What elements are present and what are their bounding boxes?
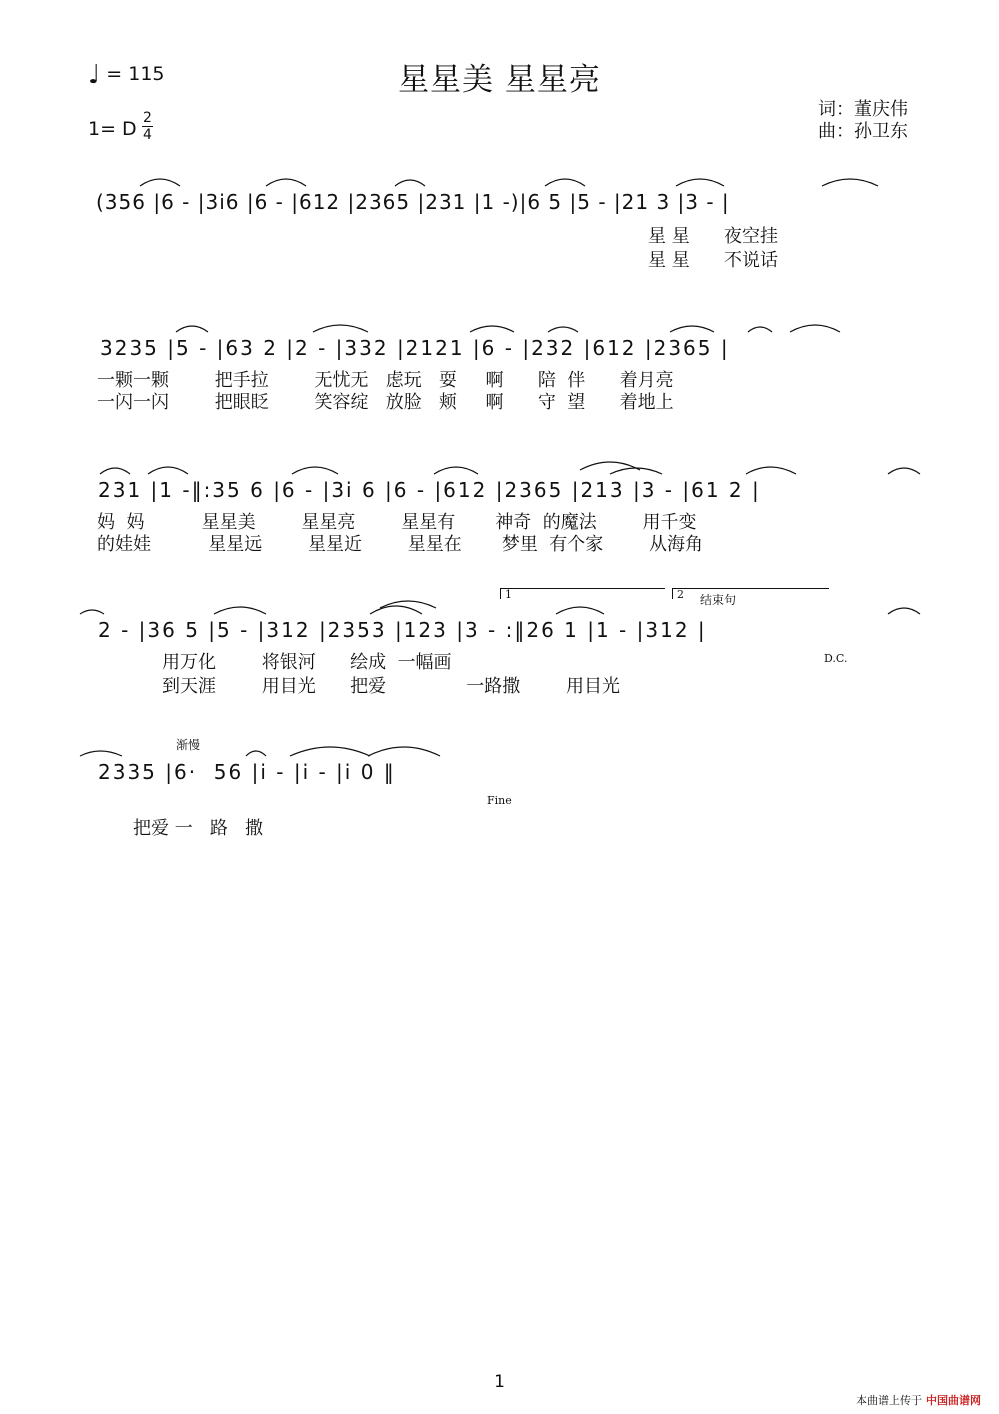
volta-bracket-2 (672, 588, 829, 599)
row-notes: (356 |6 - |3i6 |6 - |612 |2365 |231 |1 -)|6 5 |5 - |21 3 |3 - | (96, 190, 730, 214)
row-lyrics-verse-1: 一颗一颗 把手拉 无忧无 虑玩 耍 啊 陪 伴 着月亮 (97, 370, 674, 391)
ritardando-marking: 渐慢 (176, 738, 201, 752)
composer: 曲：孙卫东 (818, 121, 908, 142)
time-signature-top: 2 (143, 110, 152, 126)
row-notes: 2335 |6· 56 |i - |i - |i 0 ‖ (98, 760, 396, 784)
lyricist: 词：董庆伟 (818, 99, 908, 120)
dc-marking: D.C. (824, 652, 848, 665)
row-lyrics-verse-2: 星 星 不说话 (648, 250, 779, 271)
footer-credit (856, 1392, 981, 1408)
page-number: 1 (494, 1372, 505, 1392)
row-lyrics-verse-1: 把爱 一 路 撒 (133, 818, 264, 839)
volta-1-label: 1 (505, 588, 512, 601)
volta-bracket-1 (500, 588, 665, 599)
quarter-note-icon: ♩ (88, 60, 101, 90)
row-lyrics-verse-1: 用万化 将银河 绘成 一幅画 (162, 652, 452, 673)
fine-marking: Fine (487, 794, 512, 807)
footer-upload-text: 本曲谱上传于 (856, 1394, 922, 1407)
row-notes: 3235 |5 - |63 2 |2 - |332 |2121 |6 - |232 |612 |2365 | (100, 336, 730, 360)
row-lyrics-verse-2: 的娃娃 星星远 星星近 星星在 梦里 有个家 从海角 (97, 534, 704, 555)
tempo-value: = 115 (106, 63, 165, 85)
tempo-marking (88, 60, 165, 90)
time-signature-bottom: 4 (143, 127, 152, 143)
song-title: 星星美 星星亮 (398, 62, 601, 98)
row-lyrics-verse-1: 星 星 夜空挂 (648, 226, 779, 247)
volta-2-label: 2 (677, 588, 684, 601)
row-notes: 231 |1 -‖:35 6 |6 - |3i 6 |6 - |612 |2365 |213 |3 - |61 2 | (98, 478, 761, 502)
time-signature (142, 111, 153, 142)
row-lyrics-verse-2: 一闪一闪 把眼眨 笑容绽 放脸 颊 啊 守 望 着地上 (97, 392, 674, 413)
site-logo: 中国曲谱网 (926, 1394, 981, 1407)
ending-phrase-label: 结束句 (700, 593, 737, 607)
credits (818, 99, 908, 143)
row-lyrics-verse-2: 到天涯 用目光 把爱 一路撒 用目光 (162, 676, 620, 697)
row-lyrics-verse-1: 妈 妈 星星美 星星亮 星星有 神奇 的魔法 用千变 (97, 512, 697, 533)
key-signature: 1= D (88, 118, 137, 140)
row-notes: 2 - |36 5 |5 - |312 |2353 |123 |3 - :‖26 1 |1 - |312 | (98, 618, 707, 642)
